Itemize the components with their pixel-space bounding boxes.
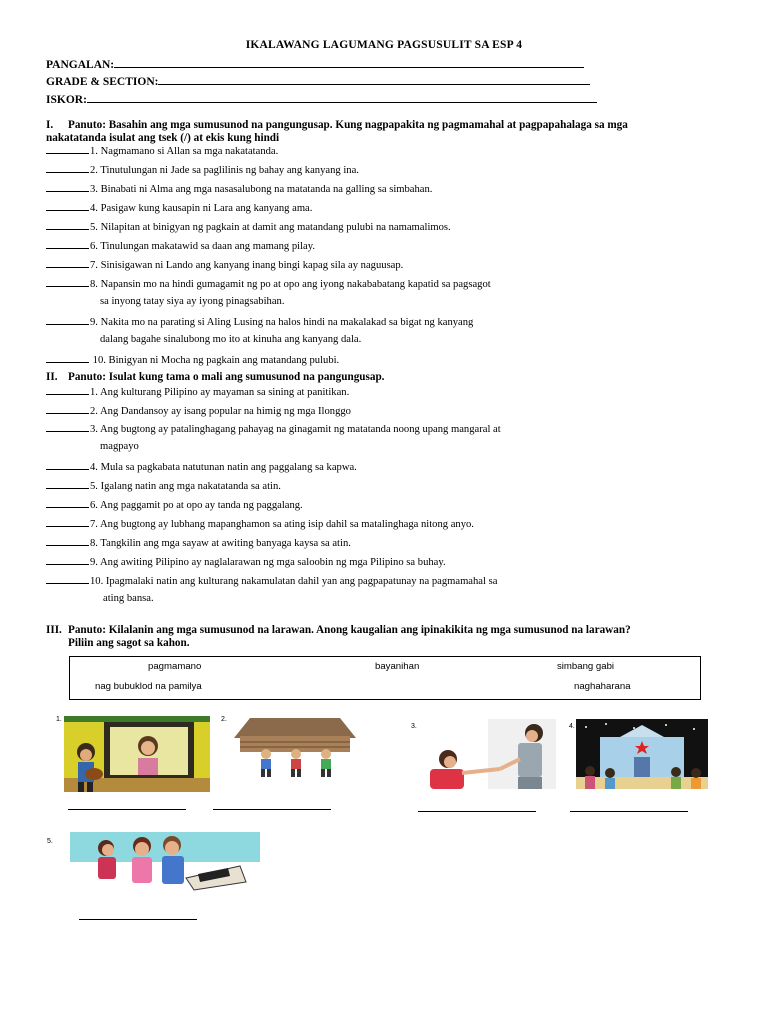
item-text: 7. Sinisigawan ni Lando ang kanyang inang bingi kapag sila ay naguusap. [90, 260, 404, 271]
answer-blank[interactable] [46, 555, 89, 565]
part1-item [46, 201, 312, 214]
part2-item [46, 517, 474, 530]
part1-item [46, 182, 432, 195]
part2-item [46, 422, 501, 435]
part1-instruction-line2: nakatatanda isulat ang tsek (/) at ekis kung hindi [46, 132, 280, 144]
answer-blank[interactable] [46, 182, 89, 192]
part1-item [46, 144, 278, 157]
answer-blank[interactable] [46, 258, 89, 268]
choice-nag-bubuklod-na-pamilya: nag bubuklod na pamilya [95, 681, 202, 692]
picture2-answer-line[interactable] [213, 808, 331, 810]
grade-section-field[interactable] [46, 74, 590, 88]
bayanihan-picture [230, 716, 360, 778]
picture-number: 3. [411, 723, 417, 730]
answer-blank[interactable] [46, 517, 89, 527]
answer-blank[interactable] [46, 479, 89, 489]
part1-item [46, 220, 451, 233]
item-text: 5. Nilapitan at binigyan ng pagkain at damit ang matandang pulubi na namamalimos. [90, 222, 451, 233]
item-text: 4. Mula sa pagkabata natutunan natin ang paggalang sa kapwa. [90, 462, 357, 473]
part1-instruction-line1: Panuto: Basahin ang mga sumusunod na pangungusap. Kung nagpapakita ng pagmamahal at pagpapahalaga sa mga [68, 119, 628, 131]
part2-item [46, 385, 349, 398]
answer-blank[interactable] [46, 315, 89, 325]
simbang-gabi-picture [576, 719, 708, 789]
part2-item [46, 498, 303, 511]
part1-instruction [46, 119, 726, 145]
item-text: 8. Napansin mo na hindi gumagamit ng po at opo ang iyong nakababatang kapatid sa pagsagot [90, 279, 491, 290]
grade-section-label: GRADE & SECTION: [46, 76, 159, 88]
part1-item [46, 277, 491, 290]
page-title: IKALAWANG LAGUMANG PAGSUSULIT SA ESP 4 [245, 39, 523, 51]
part2-instruction [46, 371, 726, 384]
part3-instruction-line1: Panuto: Kilalanin ang mga sumusunod na larawan. Anong kaugalian ang ipinakikita ng mga sumusunod na larawan? [68, 624, 631, 636]
item-text: 8. Tangkilin ang mga sayaw at awiting banyaga kaysa sa atin. [90, 538, 351, 549]
part2-item3-continuation: magpayo [100, 441, 139, 452]
item-text: 5. Igalang natin ang mga nakatatanda sa atin. [90, 481, 281, 492]
picture-number: 5. [47, 838, 53, 845]
answer-blank[interactable] [46, 201, 89, 211]
item-text: 2. Ang Dandansoy ay isang popular na himig ng mga Ilonggo [90, 406, 351, 417]
part3-instruction [46, 624, 726, 650]
answer-blank[interactable] [46, 498, 89, 508]
item-text: 7. Ang bugtong ay lubhang mapanghamon sa ating isip dahil sa matalinghaga nitong anyo. [90, 519, 474, 530]
part2-instruction-text: Panuto: Isulat kung tama o mali ang sumusunod na pangungusap. [68, 371, 385, 383]
item-text: 6. Tinulungan makatawid sa daan ang mamang pilay. [90, 241, 315, 252]
pagmamano-picture [420, 719, 556, 789]
answer-blank[interactable] [46, 220, 89, 230]
picture-number: 1. [56, 716, 62, 723]
picture4-answer-line[interactable] [570, 810, 688, 812]
serenade-picture [64, 716, 210, 792]
part1-item [46, 163, 359, 176]
score-field[interactable] [46, 92, 597, 106]
choice-simbang-gabi: simbang gabi [557, 661, 615, 672]
item-text: 1. Ang kulturang Pilipino ay mayaman sa sining at panitikan. [90, 387, 350, 398]
name-field[interactable] [46, 57, 584, 71]
part1-item [46, 239, 315, 252]
part3-numeral: III. [46, 624, 62, 636]
part2-item [46, 536, 351, 549]
item-text: 10. Binigyan ni Mocha ng pagkain ang matandang pulubi. [90, 355, 340, 366]
part3-instruction-line2: Piliin ang sagot sa kahon. [68, 637, 190, 649]
picture-number: 2. [221, 716, 227, 723]
answer-blank[interactable] [46, 422, 89, 432]
answer-blank[interactable] [46, 353, 89, 363]
answer-blank[interactable] [46, 460, 89, 470]
picture3-answer-line[interactable] [418, 810, 536, 812]
answer-blank[interactable] [46, 536, 89, 546]
part2-item [46, 574, 497, 587]
choice-naghaharana: naghaharana [574, 681, 631, 692]
answer-blank[interactable] [46, 239, 89, 249]
item-text: 2. Tinutulungan ni Jade sa paglilinis ng bahay ang kanyang ina. [90, 165, 359, 176]
choice-bayanihan: bayanihan [375, 661, 420, 672]
part2-item10-continuation: ating bansa. [103, 593, 154, 604]
choice-pagmamano: pagmamano [148, 661, 202, 672]
score-line[interactable] [87, 92, 597, 103]
name-line[interactable] [114, 57, 584, 68]
part1-item [46, 315, 473, 328]
part2-item [46, 460, 357, 473]
answer-blank[interactable] [46, 144, 89, 154]
item-text: 3. Ang bugtong ay patalinghagang pahayag na ginagamit ng matatanda noong upang mangaral at [90, 424, 501, 435]
answer-blank[interactable] [46, 385, 89, 395]
picture5-answer-line[interactable] [79, 918, 197, 920]
family-picture [70, 832, 260, 894]
name-label: PANGALAN: [46, 59, 115, 71]
part1-item8-continuation: sa inyong tatay siya ay iyong pinagsabihan. [100, 296, 285, 307]
part2-numeral: II. [46, 371, 58, 383]
part1-item9-continuation: dalang bagahe sinalubong mo ito at kinuha ang kanyang dala. [100, 334, 362, 345]
picture-number: 4. [569, 723, 575, 730]
answer-blank[interactable] [46, 163, 89, 173]
item-text: 1. Nagmamano si Allan sa mga nakatatanda. [90, 146, 279, 157]
part2-item [46, 555, 446, 568]
part2-item [46, 404, 351, 417]
part1-item [46, 353, 339, 366]
grade-section-line[interactable] [158, 74, 590, 85]
part2-item [46, 479, 281, 492]
score-label: ISKOR: [46, 94, 87, 106]
answer-blank[interactable] [46, 404, 89, 414]
item-text: 4. Pasigaw kung kausapin ni Lara ang kanyang ama. [90, 203, 313, 214]
part1-numeral: I. [46, 119, 54, 131]
answer-blank[interactable] [46, 277, 89, 287]
picture1-answer-line[interactable] [68, 808, 186, 810]
item-text: 9. Nakita mo na parating si Aling Lusing na halos hindi na makalakad sa bigat ng kanyang [90, 317, 474, 328]
item-text: 6. Ang paggamit po at opo ay tanda ng paggalang. [90, 500, 303, 511]
item-text: 3. Binabati ni Alma ang mga nasasalubong na matatanda na galling sa simbahan. [90, 184, 433, 195]
item-text: 10. Ipagmalaki natin ang kulturang nakamulatan dahil yan ang pagpapatunay na pagmamahal sa [90, 576, 498, 587]
answer-blank[interactable] [46, 574, 89, 584]
part1-item [46, 258, 403, 271]
item-text: 9. Ang awiting Pilipino ay naglalarawan ng mga saloobin ng mga Pilipino sa buhay. [90, 557, 446, 568]
